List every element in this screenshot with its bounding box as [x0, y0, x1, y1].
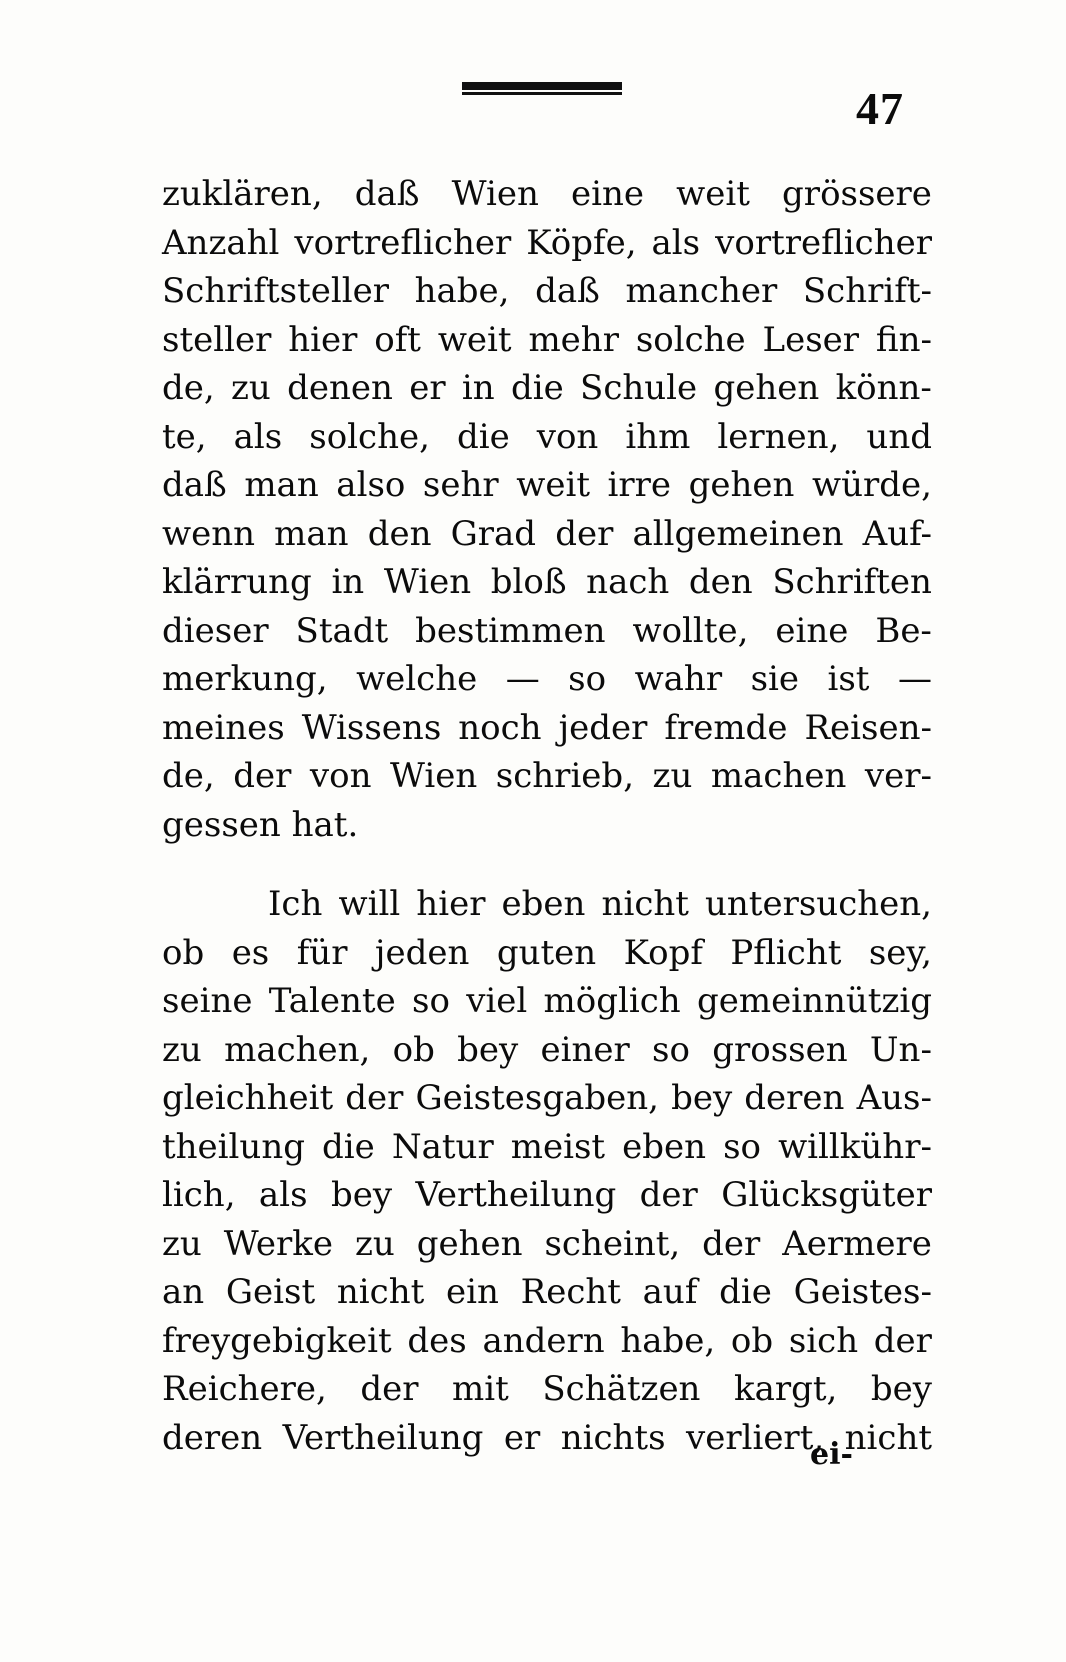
- paragraph-1: [162, 170, 932, 849]
- text-line: de, der von Wien schrieb, zu machen ver-: [162, 756, 932, 796]
- text-line: Ich will hier eben nicht untersuchen,: [268, 884, 932, 924]
- text-line: zu machen, ob bey einer so grossen Un-: [162, 1029, 932, 1070]
- text-line: zuklären, daß Wien eine weit grössere: [162, 174, 932, 214]
- text-line: theilung die Natur meist eben so willkühr-: [162, 1126, 932, 1167]
- text-line: Anzahl vortreflicher Köpfe, als vortreflicher: [162, 222, 932, 263]
- text-line: lich, als bey Vertheilung der Glücksgüter: [162, 1175, 932, 1215]
- paragraph-2: [162, 880, 932, 1462]
- text-line: freygebigkeit des andern habe, ob sich der: [162, 1320, 932, 1361]
- page-number: 47: [856, 83, 904, 134]
- header-ornament-rule: [462, 82, 622, 96]
- text-line: de, zu denen er in die Schule gehen könn-: [162, 368, 932, 408]
- text-line: gessen hat.: [162, 804, 359, 845]
- text-line: meines Wissens noch jeder fremde Reisen-: [162, 707, 932, 748]
- text-line: steller hier oft weit mehr solche Leser fin-: [162, 319, 932, 360]
- text-line: dieser Stadt bestimmen wollte, eine Be-: [162, 610, 932, 651]
- text-line: daß man also sehr weit irre gehen würde,: [162, 465, 932, 505]
- header-rule-thick: [462, 82, 622, 90]
- text-line: gleichheit der Geistesgaben, bey deren Aus-: [162, 1078, 932, 1118]
- text-line: deren Vertheilung er nichts verliert, nicht: [162, 1417, 932, 1458]
- text-line: te, als solche, die von ihm lernen, und: [162, 416, 932, 457]
- text-line: merkung, welche — so wahr sie ist —: [162, 659, 932, 699]
- catchword: ei-: [810, 1437, 853, 1472]
- text-line: seine Talente so viel möglich gemeinnützig: [162, 981, 932, 1021]
- text-line: wenn man den Grad der allgemeinen Auf-: [162, 513, 932, 554]
- text-line: Schriftsteller habe, daß mancher Schrift-: [162, 271, 932, 311]
- text-line: ob es für jeden guten Kopf Pflicht sey,: [162, 932, 932, 973]
- header-rule-thin: [462, 92, 622, 95]
- text-line: klärrung in Wien bloß nach den Schriften: [162, 562, 932, 602]
- text-line: an Geist nicht ein Recht auf die Geistes-: [162, 1272, 932, 1312]
- text-line: Reichere, der mit Schätzen kargt, bey: [162, 1369, 932, 1409]
- text-line: zu Werke zu gehen scheint, der Aermere: [162, 1223, 932, 1264]
